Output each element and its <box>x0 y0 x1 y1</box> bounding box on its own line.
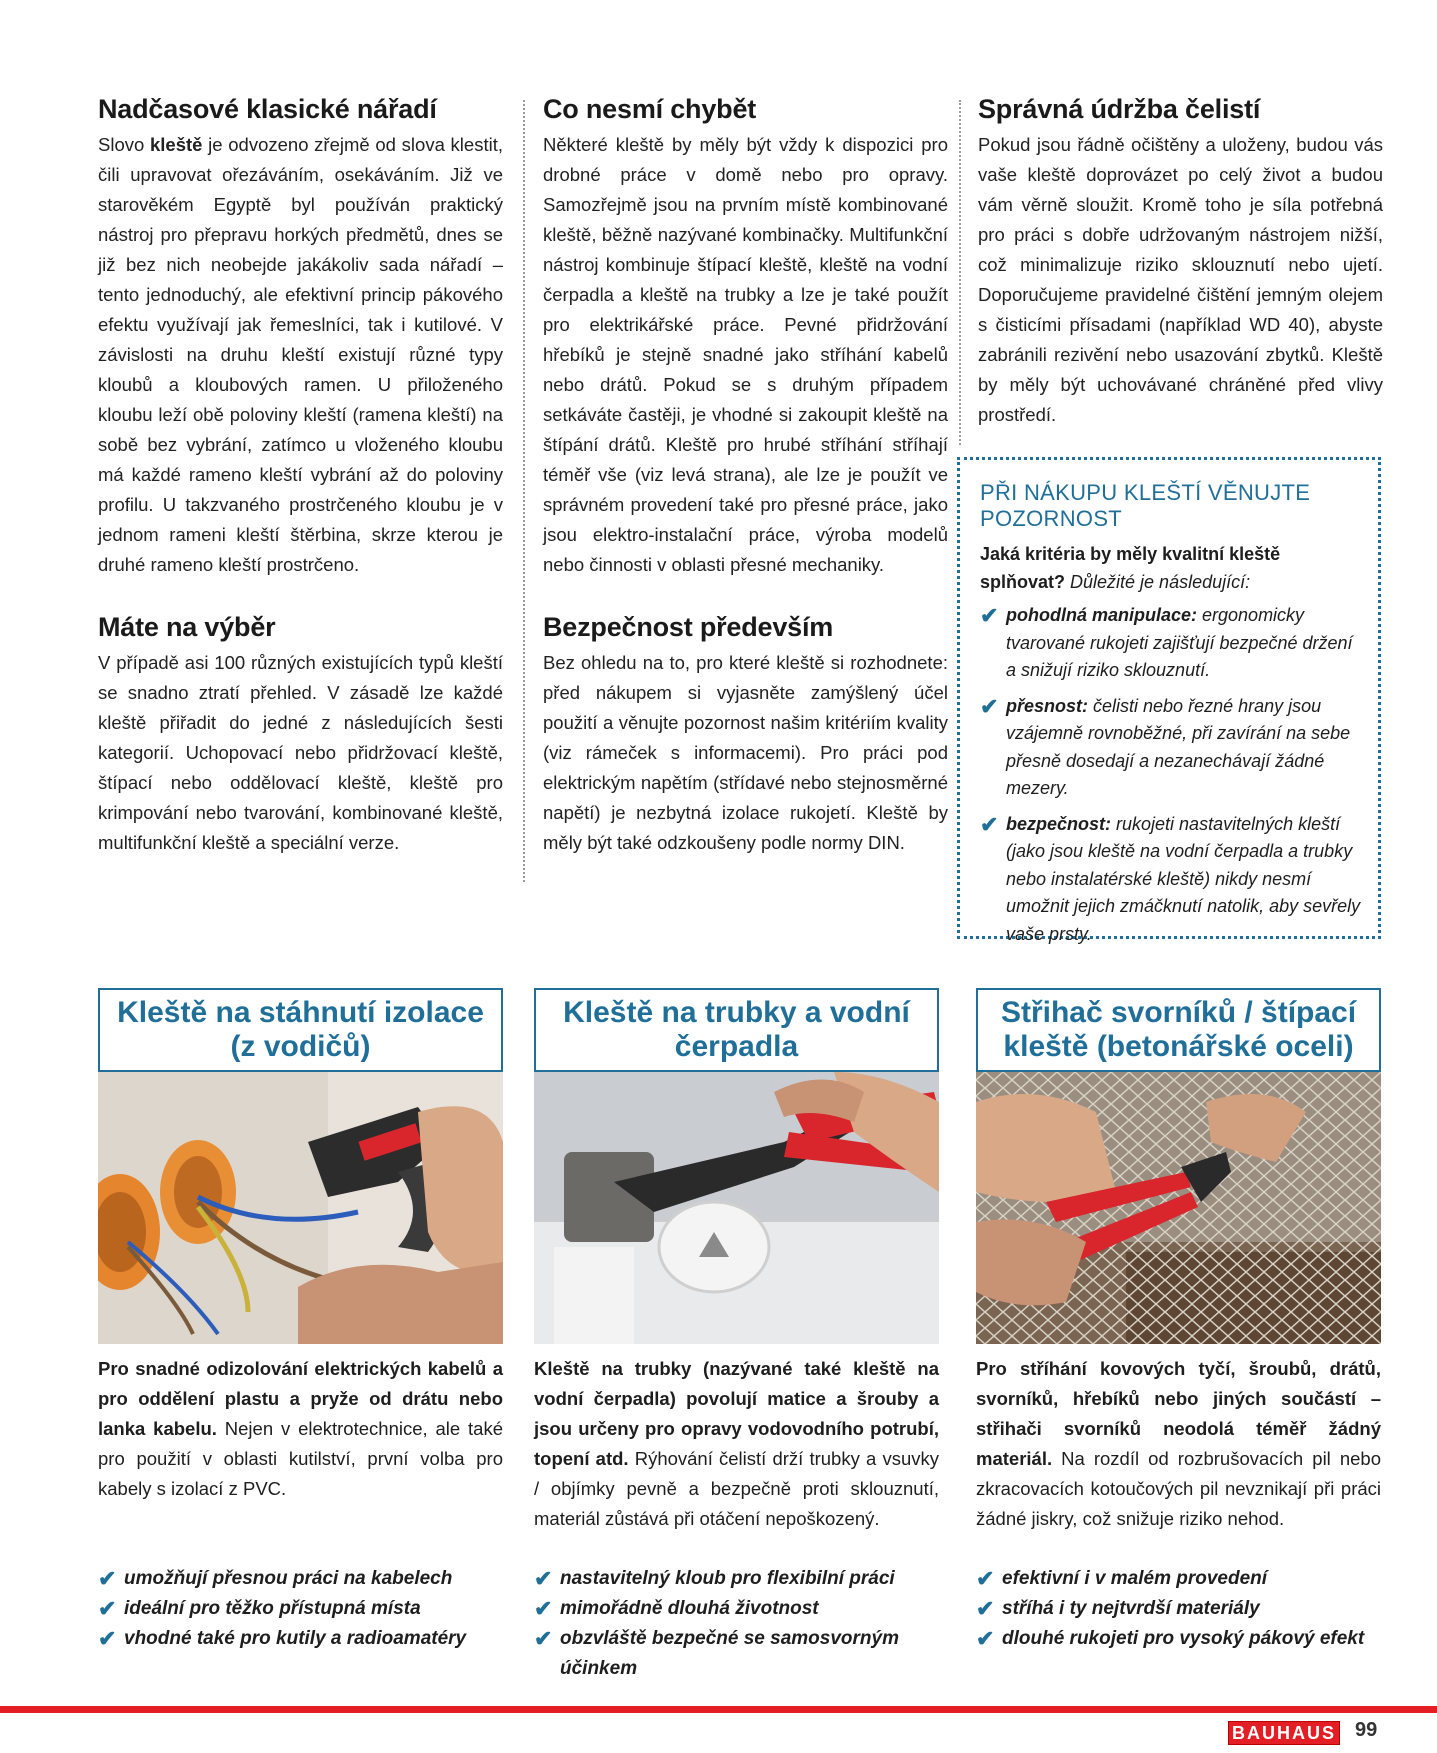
bolt-cutter-photo <box>976 1072 1381 1344</box>
tip-box <box>957 457 1381 944</box>
product-title: Střihač svorníků / štípací kleště (betonářské oceli) <box>976 988 1381 1072</box>
criterion-item <box>980 602 1362 685</box>
paragraph-choice: V případě asi 100 různých existujících typů kleští se snadno ztratí přehled. V zásadě lze každé kleště přiřadit do jedné z následujících šesti kategorií. Uchopovací nebo přidržovací kleště, štípací nebo oddělovací kleště, kleště pro krimpování nebo tvarování, kombinované kleště, multifunkční kleště a speciální verze. <box>98 652 503 853</box>
criterion-item <box>980 693 1362 803</box>
benefit-text: obzvláště bezpečné se samosvorným účinkem <box>560 1628 899 1679</box>
paragraph-must-have: Některé kleště by měly být vždy k dispozici pro drobné práce v domě nebo pro opravy. Samozřejmě jsou na prvním místě kombinované kleště, běžně nazývané kombinačky. Multifunkční nástroj kombinuje štípací kleště, kleště na vodní čerpadla a kleště na trubky a lze je také použít pro elektrikářské práce. Pevné přidržování hřebíků je stejně snadné jako stříhání kabelů nebo drátů. Pokud se s druhým případem setkáváte častěji, je vhodné si zakoupit kleště na štípání drátů. Kleště pro hrubé stříhání stříhají téměř vše (viz levá strana), ale lze je použít ve správném provedení také pro přesné práce, jako jsou elektro-instalační práce, výroba modelů nebo činnosti v oblasti přesné mechaniky. <box>543 134 948 575</box>
check-icon: ✔ <box>534 1566 553 1591</box>
benefit-item <box>976 1624 1381 1654</box>
product-title: Kleště na trubky a vodní čerpadla <box>534 988 939 1072</box>
benefit-item <box>98 1564 503 1594</box>
check-icon: ✔ <box>534 1596 553 1621</box>
check-icon: ✔ <box>980 811 999 837</box>
criterion-text: rukojeti nastavitelných kleští (jako jsou kleště na vodní čerpadla a trubky nebo instalatérské kleště) nikdy nesmí umožnit jejich zmáčknutí natolik, aby sevřely vaše prsty. <box>1006 813 1361 944</box>
product-wire-stripper <box>98 988 503 1654</box>
benefit-item <box>98 1594 503 1624</box>
heading-safety: Bezpečnost především <box>543 612 834 642</box>
criterion-text: čelisti nebo řezné hrany jsou vzájemně rovnoběžné, při zavírání na sebe přesně dosedají a nezanechávají žádné mezery. <box>1006 695 1351 798</box>
product-benefits <box>98 1564 503 1654</box>
benefit-text: efektivní i v malém provedení <box>1002 1568 1268 1589</box>
check-icon: ✔ <box>976 1626 995 1651</box>
product-benefits <box>976 1564 1381 1654</box>
benefit-item <box>534 1624 939 1684</box>
column-2 <box>543 92 948 858</box>
column-divider <box>523 100 525 882</box>
check-icon: ✔ <box>976 1566 995 1591</box>
benefit-item <box>534 1594 939 1624</box>
tip-lead <box>980 540 1362 596</box>
text-span: Slovo <box>98 134 150 155</box>
paragraph-safety: Bez ohledu na to, pro které kleště si rozhodnete: před nákupem si vyjasněte zamýšlený účel použití a věnujte pozornost našim kritériím kvality (viz rámeček s informacemi). Pro práci pod elektrickým napětím (střídavé nebo stejnosměrné napětí) je nezbytná izolace rukojetí. Kleště by měly být také odzkoušeny podle normy DIN. <box>543 652 948 853</box>
benefit-text: stříhá i ty nejtvrdší materiály <box>1002 1598 1260 1619</box>
product-description-text: Rýhování čelistí drží trubky a vsuvky / objímky pevně a bezpečně proti sklouznutí, materiál zůstává při otáčení nepoškozený. <box>534 1448 939 1529</box>
water-pump-pliers-photo <box>534 1072 939 1344</box>
criterion-item <box>980 811 1362 949</box>
benefit-text: nastavitelný kloub pro flexibilní práci <box>560 1568 895 1589</box>
benefit-item <box>976 1594 1381 1624</box>
column-divider <box>959 100 961 445</box>
heading-choice: Máte na výběr <box>98 612 276 642</box>
paragraph-maintenance: Pokud jsou řádně očištěny a uloženy, budou vás vaše kleště doprovázet po celý život a budou vám věrně sloužit. Kromě toho je síla potřebná pro práci s dobře udržovaným nástrojem nižší, což minimalizuje riziko sklouznutí nebo ujetí. Doporučujeme pravidelné čištění jemným olejem s čisticími přísadami (například WD 40), abyste zabránili rezivění nebo usazování zbytků. Kleště by měly být uchovávané chráněné před vlivy prostředí. <box>978 134 1383 425</box>
tip-lead-italic: Důležité je následující: <box>1065 572 1251 592</box>
product-bolt-cutter <box>976 988 1381 1654</box>
page-number: 99 <box>1355 1719 1378 1741</box>
product-description-bold: Pro snadné odizolování elektrických kabelů a pro oddělení plastu a pryže od drátu nebo lanka kabelu. <box>98 1358 503 1439</box>
paragraph-classic-tools <box>98 130 503 580</box>
criterion-term: pohodlná manipulace: <box>1006 605 1198 625</box>
benefit-item <box>534 1564 939 1594</box>
product-description-text: Nejen v elektrotechnice, ale také pro použití v oblasti kutilství, první volba pro kabely s izolací z PVC. <box>98 1418 504 1499</box>
check-icon: ✔ <box>980 603 999 628</box>
heading-classic-tools: Nadčasové klasické nářadí <box>98 94 437 124</box>
benefit-text: umožňují přesnou práci na kabelech <box>124 1568 453 1589</box>
check-icon: ✔ <box>98 1626 117 1651</box>
tip-title: PŘI NÁKUPU KLEŠTÍ VĚNUJTE POZORNOST <box>980 480 1311 531</box>
check-icon: ✔ <box>98 1596 117 1621</box>
heading-must-have: Co nesmí chybět <box>543 94 757 124</box>
criterion-text: ergonomicky tvarované rukojeti zajišťují bezpečné držení a snižují riziko sklouznutí. <box>1006 605 1353 680</box>
product-description <box>534 1354 939 1564</box>
column-3 <box>978 92 1383 430</box>
product-water-pump-pliers <box>534 988 939 1684</box>
check-icon: ✔ <box>534 1626 553 1651</box>
product-description-bold: Pro stříhání kovových tyčí, šroubů, drátů, svorníků, hřebíků nebo jiných součástí – střihači svorníků neodolá téměř žádný materiál. <box>976 1358 1381 1469</box>
heading-maintenance: Správná údržba čelistí <box>978 94 1261 124</box>
text-span: je odvozeno zřejmě od slova klestit, čili upravovat ořezáváním, osekáváním. Již ve starověkém Egyptě byl používán praktický nástroj pro přepravu horkých předmětů, dnes se již bez nich neobejde jakákoliv sada nářadí – tento jednoduchý, ale efektivní princip pákového efektu využívají jak řemeslníci, tak i kutilové. V závislosti na druhu kleští existují různé typy kloubů a kloubových ramen. U přiloženého kloubu leží obě poloviny kleští (ramena kleští) na sobě bez vybrání, zatímco u vloženého kloubu má každé rameno kleští vybrání až do poloviny profilu. U takzvaného prostrčeného kloubu je v jednom rameni kleští štěrbina, skrze kterou je druhé rameno kleští prostrčeno. <box>98 134 503 575</box>
product-title: Kleště na stáhnutí izolace (z vodičů) <box>98 988 503 1072</box>
benefit-item <box>98 1624 503 1654</box>
benefit-text: ideální pro těžko přístupná místa <box>124 1598 421 1619</box>
check-icon: ✔ <box>980 693 999 719</box>
criterion-term: bezpečnost: <box>1006 813 1112 834</box>
wire-stripper-photo <box>98 1072 503 1344</box>
benefit-text: dlouhé rukojeti pro vysoký pákový efekt <box>1002 1628 1365 1649</box>
text-bold: kleště <box>149 134 203 155</box>
check-icon: ✔ <box>976 1596 995 1621</box>
criterion-term: přesnost: <box>1006 695 1089 716</box>
product-description-bold: Kleště na trubky (nazývané také kleště na vodní čerpadla) povolují matice a šrouby a jsou určeny pro opravy vodovodního potrubí, topení atd. <box>534 1358 939 1469</box>
product-description <box>976 1354 1381 1564</box>
product-description-text: Na rozdíl od rozbrušovacích pil nebo zkracovacích kotoučových pil nevznikají při práci žádné jiskry, což snižuje riziko nehod. <box>976 1448 1381 1529</box>
column-1 <box>98 92 503 858</box>
bauhaus-logo: BAUHAUS <box>1228 1721 1340 1745</box>
product-benefits <box>534 1564 939 1684</box>
benefit-item <box>976 1564 1381 1594</box>
footer-rule <box>0 1706 1437 1713</box>
tip-lead-bold: Jaká kritéria by měly kvalitní kleště splňovat? <box>980 544 1281 592</box>
benefit-text: mimořádně dlouhá životnost <box>560 1598 819 1619</box>
benefit-text: vhodné také pro kutily a radioamatéry <box>124 1628 467 1649</box>
product-description <box>98 1354 503 1564</box>
check-icon: ✔ <box>98 1566 117 1591</box>
